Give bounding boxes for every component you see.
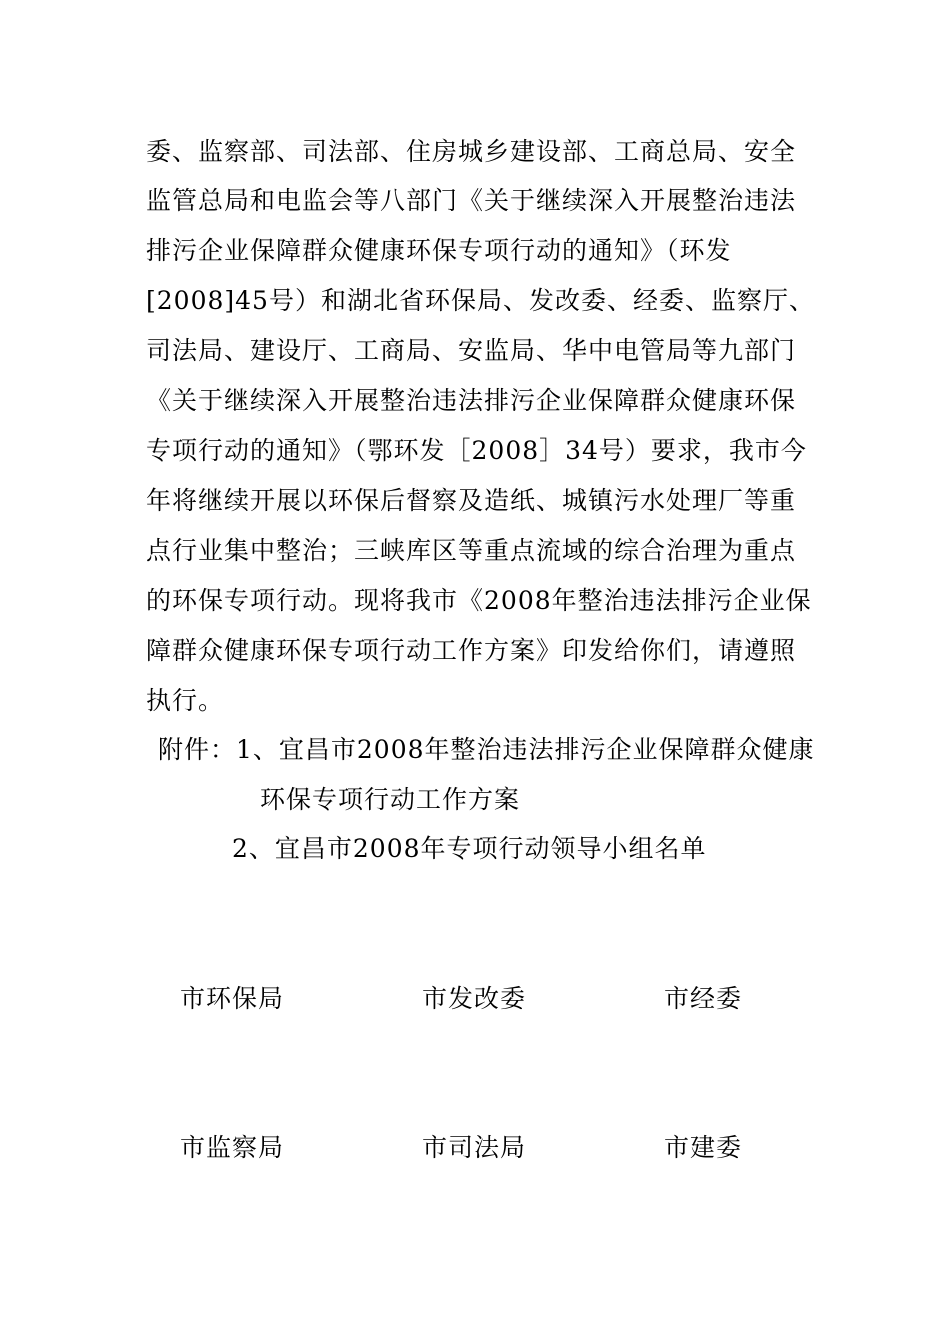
- body-line: 执行。: [146, 686, 225, 715]
- body-line: 委、监察部、司法部、住房城乡建设部、工商总局、安全: [146, 137, 797, 166]
- body-line: 点行业集中整治；三峡库区等重点流域的综合治理为重点: [146, 536, 797, 565]
- body-line: 司法局、建设厅、工商局、安监局、华中电管局等九部门: [146, 336, 797, 365]
- body-line: 排污企业保障群众健康环保专项行动的通知》（环发: [146, 236, 732, 265]
- body-line: 专项行动的通知》（鄂环发［2008］34号）要求，我市今: [146, 436, 807, 465]
- body-line: 《关于继续深入开展整治违法排污企业保障群众健康环保: [146, 386, 797, 415]
- body-line: [2008]45号）和湖北省环保局、发改委、经委、监察厅、: [146, 286, 815, 315]
- signatory: 市司法局: [422, 1133, 527, 1162]
- body-line: 年将继续开展以环保后督察及造纸、城镇污水处理厂等重: [146, 486, 797, 515]
- signatory: 市经委: [664, 984, 743, 1013]
- signatory: 市监察局: [180, 1133, 285, 1162]
- attachment-item-2: 2、宜昌市2008年专项行动领导小组名单: [232, 834, 707, 863]
- body-line: 障群众健康环保专项行动工作方案》印发给你们，请遵照: [146, 636, 797, 665]
- signatory: 市环保局: [180, 984, 285, 1013]
- body-line: 的环保专项行动。现将我市《2008年整治违法排污企业保: [146, 586, 812, 615]
- attachment-item-1-continued: 环保专项行动工作方案: [260, 785, 521, 814]
- body-line: 监管总局和电监会等八部门《关于继续深入开展整治违法: [146, 186, 797, 215]
- signatory: 市发改委: [422, 984, 527, 1013]
- attachment-item-1: 附件：1、宜昌市2008年整治违法排污企业保障群众健康: [158, 735, 815, 764]
- signatory: 市建委: [664, 1133, 743, 1162]
